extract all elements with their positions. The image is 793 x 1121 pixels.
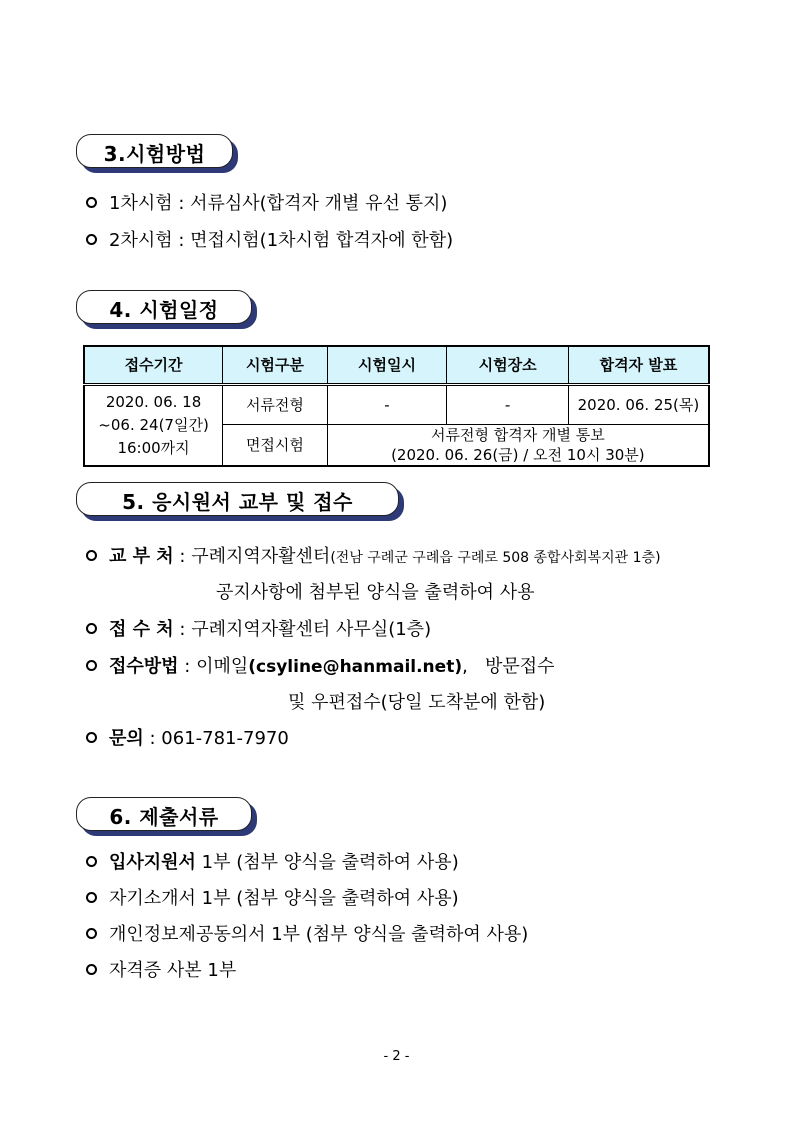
issue-value: 구례지역자활센터 (191, 546, 331, 567)
circle-bullet-icon (86, 234, 97, 245)
method-label: 접수방법 (109, 656, 179, 677)
receive-value: 구례지역자활센터 사무실(1층) (191, 619, 432, 640)
circle-bullet-icon (86, 928, 97, 939)
circle-bullet-icon (86, 660, 97, 671)
header-place: 시험장소 (447, 346, 569, 384)
section-5-heading (76, 482, 399, 516)
list-item (86, 652, 555, 678)
method-continuation: 및 우편접수(당일 도착분에 한함) (288, 692, 546, 713)
header-datetime: 시험일시 (327, 346, 447, 384)
type-cell: 서류전형 (223, 384, 328, 424)
header-announce: 합격자 발표 (568, 346, 709, 384)
issue-sep: : (173, 546, 192, 567)
circle-bullet-icon (86, 197, 97, 208)
section-4-heading (76, 290, 252, 324)
circle-bullet-icon (86, 964, 97, 975)
header-period: 접수기간 (84, 346, 223, 384)
doc-item-2: 자기소개서 1부 (첨부 양식을 출력하여 사용) (109, 888, 459, 909)
exam-method-2: 2차시험 : 면접시험(1차시험 합격자에 한함) (109, 230, 454, 251)
circle-bullet-icon (86, 732, 97, 743)
period-line: 16:00까지 (117, 438, 190, 457)
doc-item-3: 개인정보제공동의서 1부 (첨부 양식을 출력하여 사용) (109, 924, 529, 945)
contact-sep: : (143, 728, 162, 749)
table-row (84, 384, 709, 424)
list-item (86, 542, 661, 568)
section-6-heading (76, 797, 252, 831)
page-number: - 2 - (383, 1049, 410, 1064)
list-item (86, 189, 447, 215)
doc-item-1-bold: 입사지원서 (109, 852, 196, 873)
announce-cell: 2020. 06. 25(목) (568, 384, 709, 424)
section-4-title: 4. 시험일정 (109, 297, 219, 322)
doc-item-4: 자격증 사본 1부 (109, 960, 237, 981)
issue-address: (전남 구례군 구례읍 구례로 508 종합사회복지관 1층) (330, 550, 661, 566)
circle-bullet-icon (86, 856, 97, 867)
contact-value: 061-781-7970 (161, 728, 289, 749)
note-line: 서류전형 합격자 개별 통보 (431, 425, 605, 444)
issue-label: 교 부 처 (109, 546, 174, 567)
circle-bullet-icon (86, 623, 97, 634)
section-5-title: 5. 응시원서 교부 및 접수 (122, 489, 353, 514)
application-period-cell (84, 384, 223, 466)
period-line: 2020. 06. 18 (105, 392, 202, 411)
place-cell: - (447, 384, 569, 424)
note-line: (2020. 06. 26(금) / 오전 10시 30분) (391, 445, 645, 464)
list-item (86, 615, 431, 641)
method-email: (csyline@hanmail.net) (248, 657, 463, 677)
section-6-title: 6. 제출서류 (109, 804, 219, 829)
circle-bullet-icon (86, 892, 97, 903)
method-sep: : (178, 656, 197, 677)
contact-label: 문의 (109, 728, 144, 749)
method-visit: , 방문접수 (462, 656, 555, 677)
section-3-title: 3.시험방법 (103, 141, 206, 166)
receive-label: 접 수 처 (109, 619, 174, 640)
datetime-cell: - (327, 384, 447, 424)
exam-method-1: 1차시험 : 서류심사(합격자 개별 유선 통지) (109, 193, 448, 214)
section-3-heading (76, 134, 233, 168)
method-value: 이메일 (196, 656, 249, 677)
type-cell: 면접시험 (223, 424, 328, 466)
list-item (86, 226, 453, 252)
list-item (86, 956, 236, 982)
list-item (86, 884, 459, 910)
header-type: 시험구분 (223, 346, 328, 384)
table-header-row (84, 346, 709, 384)
receive-sep: : (173, 619, 192, 640)
period-line: ~06. 24(7일간) (98, 415, 209, 434)
circle-bullet-icon (86, 550, 97, 561)
list-item (86, 724, 289, 750)
interview-note-cell (327, 424, 709, 466)
exam-schedule-table (83, 345, 710, 467)
list-item (86, 848, 459, 874)
doc-item-1-rest: 1부 (첨부 양식을 출력하여 사용) (195, 852, 459, 873)
list-item (86, 920, 528, 946)
issue-continuation: 공지사항에 첨부된 양식을 출력하여 사용 (216, 582, 535, 603)
